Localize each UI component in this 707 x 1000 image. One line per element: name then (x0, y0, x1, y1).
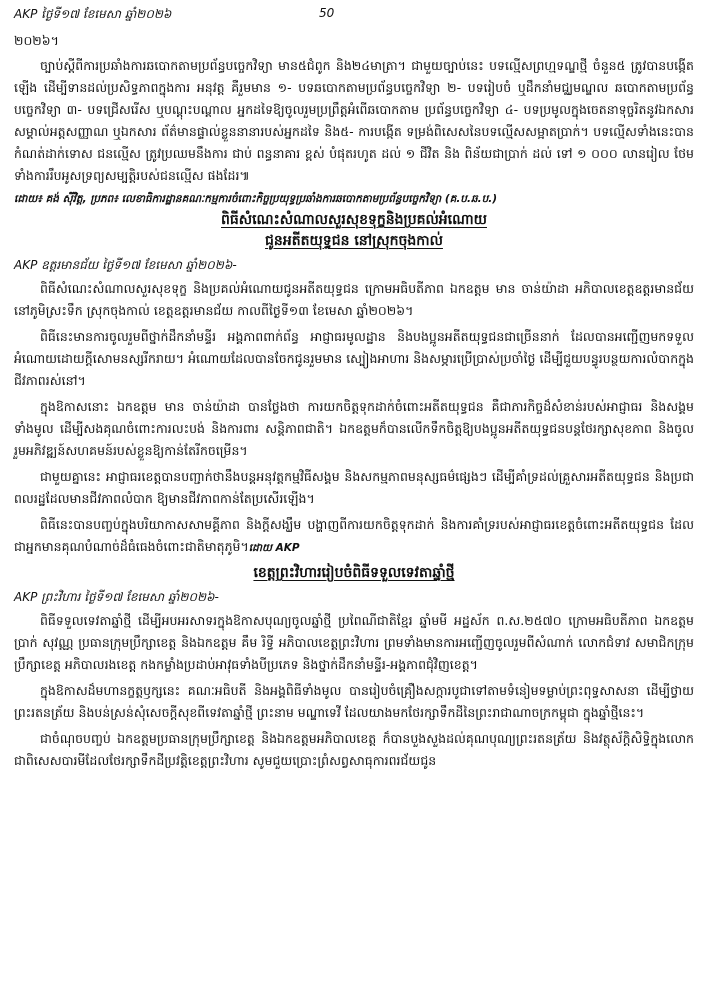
article-paragraph: ច្បាប់ស្តីពីការប្រឆាំងការឆបោកតាមប្រព័ន្ធបច្ចេកវិទ្យា មាន៥ជំពូក និង២៤មាត្រា។ ជាមួយច្បាប់នេះ បទល្មើសព្រហ្មទណ្ឌថ្មី ចំនួន៥ ត្រូវបានបង្កើតឡើង ដើម្បីទានដល់ប្រសិទ្ធភាពក្នុងការ អនុវត្ត គឺរួមមាន ១- បទឆបោកតាមប្រព័ន្ធបច្ចេកវិទ្យា ២- បទរៀបចំ ឬដឹកនាំមជ្ឈមណ្ឌល ឆបោកតាមប្រព័ន្ធបច្ចេកវិទ្យា ៣- បទជ្រើសរើស ឬបណ្តុះបណ្តាល អ្នកដទៃឱ្យចូលរួមប្រព្រឹត្តអំពើឆបោកតាម ប្រព័ន្ធបច្ចេកវិទ្យា ៤- បទប្រមូលក្នុងចេតនាទុច្ចរិតនូវឯកសារសម្គាល់អត្តសញ្ញាណ ឬឯកសារ ព័ត៌មានផ្ទាល់ខ្លួននានារបស់អ្នកដទៃ និង៥- ការបង្កើត ទម្រង់ពិសេសនៃបទល្មើសសម្អាតប្រាក់។ បទល្មើសទាំងនេះបានកំណត់ដាក់ទោស ជនល្មើស ត្រូវប្រឈមនឹងការ ជាប់ ពន្ធនាគារ ខ្ពស់ បំផុតរហូត ដល់ ១ ជីវិត និង ពិន័យជាប្រាក់ ដល់ ទៅ ១ ០០០ លានរៀល ថែមទាំងការរឹបអូសទ្រព្យសម្បត្តិរបស់ជនល្មើស ផងដែរ៕ (14, 58, 694, 183)
article-paragraph: ក្នុងឱកាសនោះ ឯកឧត្តម មាន ចាន់យ៉ាដា បានថ្លែងថា ការយកចិត្តទុកដាក់ចំពោះអតីតយុទ្ធជន គឺជាភារកិច្ចដ៏សំខាន់របស់អាជ្ញាធរ និងសង្គមទាំងមូល ដើម្បីសងគុណចំពោះការលះបង់ និងការពារ សន្តិភាពជាតិ។ ឯកឧត្តមក៏បានលើកទឹកចិត្តឱ្យបងប្អូនអតីតយុទ្ធជនបន្តថែរក្សាសុខភាព និងចូលរួមអភិវឌ្ឍន៍សហគមន៍របស់ខ្លួនឱ្យកាន់តែរីកចម្រើន។ (14, 399, 694, 458)
continued-text: ២០២៦។ (14, 33, 59, 48)
headline-line-2: ជូនអតីតយុទ្ធជន នៅស្រុកចុងកាល់ (265, 233, 443, 249)
article-paragraph: ពិធីទទួលទេវតាឆ្នាំថ្មី ដើម្បីអបអរសាទរក្នុងឱកាសបុណ្យចូលឆ្នាំថ្មី ប្រពៃណីជាតិខ្មែរ ឆ្នាំមមី អដ្ឋស័ក ព.ស.២៥៧០ ក្រោមអធិបតីភាព ឯកឧត្តម ប្រាក់ សុវណ្ណ ប្រធានក្រុមប្រឹក្សាខេត្ត និងឯកឧត្តម គឹម រិទ្ធី អភិបាលខេត្តព្រះវិហារ ព្រមទាំងមានការអញ្ជើញចូលរួមពីសំណាក់ លោកជំទាវ សមាជិកក្រុមប្រឹក្សាខេត្ត អភិបាលរងខេត្ត កងកម្លាំងប្រដាប់អាវុធទាំងបីប្រភេទ និងថ្នាក់ដឹកនាំមន្ទីរ-អង្គភាពជុំវិញខេត្ត។ (14, 613, 694, 672)
article-credit: ដោយ AKP (248, 542, 300, 554)
page-number: 50 (319, 6, 335, 20)
article-dateline: AKP ឧត្តរមានជ័យ ថ្ងៃទី១៧ ខែមេសា ឆ្នាំ២០២៦- (14, 258, 237, 272)
article-paragraph: ក្នុងឱកាសដ៏មហានក្ខត្តឫក្សនេះ គណៈអធិបតី និងអង្គពិធីទាំងមូល បានរៀបចំគ្រឿងសក្ការបូជាទៅតាមទំនៀមទម្លាប់ព្រះពុទ្ធសាសនា ដើម្បីថ្វាយព្រះរតនត្រ័យ និងបន់ស្រន់សុំសេចក្តីសុខពីទេវតាឆ្នាំថ្មី ព្រះនាម មណ្ឌាទេវី ដែលយាងមកថែរក្សាទឹកដីនៃព្រះរាជាណាចក្រកម្ពុជា ក្នុងឆ្នាំថ្មីនេះ។ (14, 683, 694, 720)
article-paragraph: ជាមួយគ្នានេះ អាជ្ញាធរខេត្តបានបញ្ជាក់ថានឹងបន្តអនុវត្តកម្មវិធីសង្គម និងសកម្មភាពមនុស្សធម៌ផ្សេងៗ ដើម្បីគាំទ្រដល់គ្រួសារអតីតយុទ្ធជន និងប្រជាពលរដ្ឋដែលមានជីវភាពលំបាក ឱ្យមានជីវភាពកាន់តែប្រសើរឡើង។ (14, 469, 694, 506)
article-anti-fraud-law (14, 30, 694, 207)
paragraph-text: ពិធីនេះបានបញ្ចប់ក្នុងបរិយាកាសសាមគ្គីភាព និងក្តីសង្ឃឹម បង្ហាញពីការយកចិត្តទុកដាក់ និងការគាំទ្ររបស់អាជ្ញាធរខេត្តចំពោះអតីតយុទ្ធជន ដែលជាអ្នកមានគុណបំណាច់ដ៏ធំធេងចំពោះជាតិមាតុភូមិ។ (14, 517, 694, 554)
article-dateline: AKP ព្រះវិហារ ថ្ងៃទី១៧ ខែមេសា ឆ្នាំ២០២៦- (14, 590, 219, 604)
article-new-year-ceremony (14, 563, 694, 772)
article-headline (14, 210, 694, 252)
header-date: AKP ថ្ងៃទី១៧ ខែមេសា ឆ្នាំ២០២៦ (14, 7, 172, 21)
article-paragraph-last (14, 514, 694, 559)
article-paragraph: ជាចំណុចបញ្ចប់ ឯកឧត្តមប្រធានក្រុមប្រឹក្សាខេត្ត និងឯកឧត្តមអភិបាលខេត្ត ក៏បានបួងសួងដល់គុណបុណ្យព្រះរតនត្រ័យ និងវត្ថុស័ក្តិសិទ្ធិក្នុងលោក ជាពិសេសបារមីដែលថែរក្សាទឹកដីប្រវត្តិខេត្តព្រះវិហារ សូមជួយប្រោះព្រំសព្វសាធុការពរជ័យជូន (14, 731, 694, 768)
article-paragraph: ពិធីសំណេះសំណាលសួរសុខទុក្ខ និងប្រគល់អំណោយជូនអតីតយុទ្ធជន ក្រោមអធិបតីភាព ឯកឧត្តម មាន ចាន់យ៉ាដា អភិបាលខេត្តឧត្តរមានជ័យ នៅភូមិស្រះទឹក ស្រុកចុងកាល់ ខេត្តឧត្តរមានជ័យ កាលពីថ្ងៃទី១៣ ខែមេសា ឆ្នាំ២០២៦។ (14, 281, 694, 318)
article-author: ដោយ៖ គង់ ស៊ីវិត្ត, ប្រភព៖ លេខាធិការដ្ឋានគណៈកម្មការចំពោះកិច្ចប្រយុទ្ធប្រឆាំងការឆបោកតាមប្រព័ន្ធបច្ចេកវិទ្យា (គ.ប.ឆ.ប.) (14, 193, 498, 205)
article-headline (14, 563, 694, 584)
headline-line-1: ពិធីសំណេះសំណាលសួរសុខទុក្ខនិងប្រគល់អំណោយ (221, 212, 487, 228)
page-content (14, 30, 694, 776)
article-paragraph: ពិធីនេះមានការចូលរួមពីថ្នាក់ដឹកនាំមន្ទីរ អង្គភាពពាក់ព័ន្ធ អាជ្ញាធរមូលដ្ឋាន និងបងប្អូនអតីតយុទ្ធជនជាច្រើននាក់ ដែលបានអញ្ជើញមកទទួលអំណោយដោយក្តីសោមនស្សរីករាយ។ អំណោយដែលបានចែកជូនរួមមាន ស្បៀងអាហារ និងសម្ភារប្រើប្រាស់ប្រចាំថ្ងៃ ដើម្បីជួយបន្ធូរបន្ថយការលំបាកក្នុងជីវភាពរស់នៅ។ (14, 329, 694, 388)
article-veterans-gift (14, 210, 694, 559)
page-header (14, 6, 694, 26)
headline-line-1: ខេត្តព្រះវិហាររៀបចំពិធីទទួលទេវតាឆ្នាំថ្មី (253, 565, 455, 581)
